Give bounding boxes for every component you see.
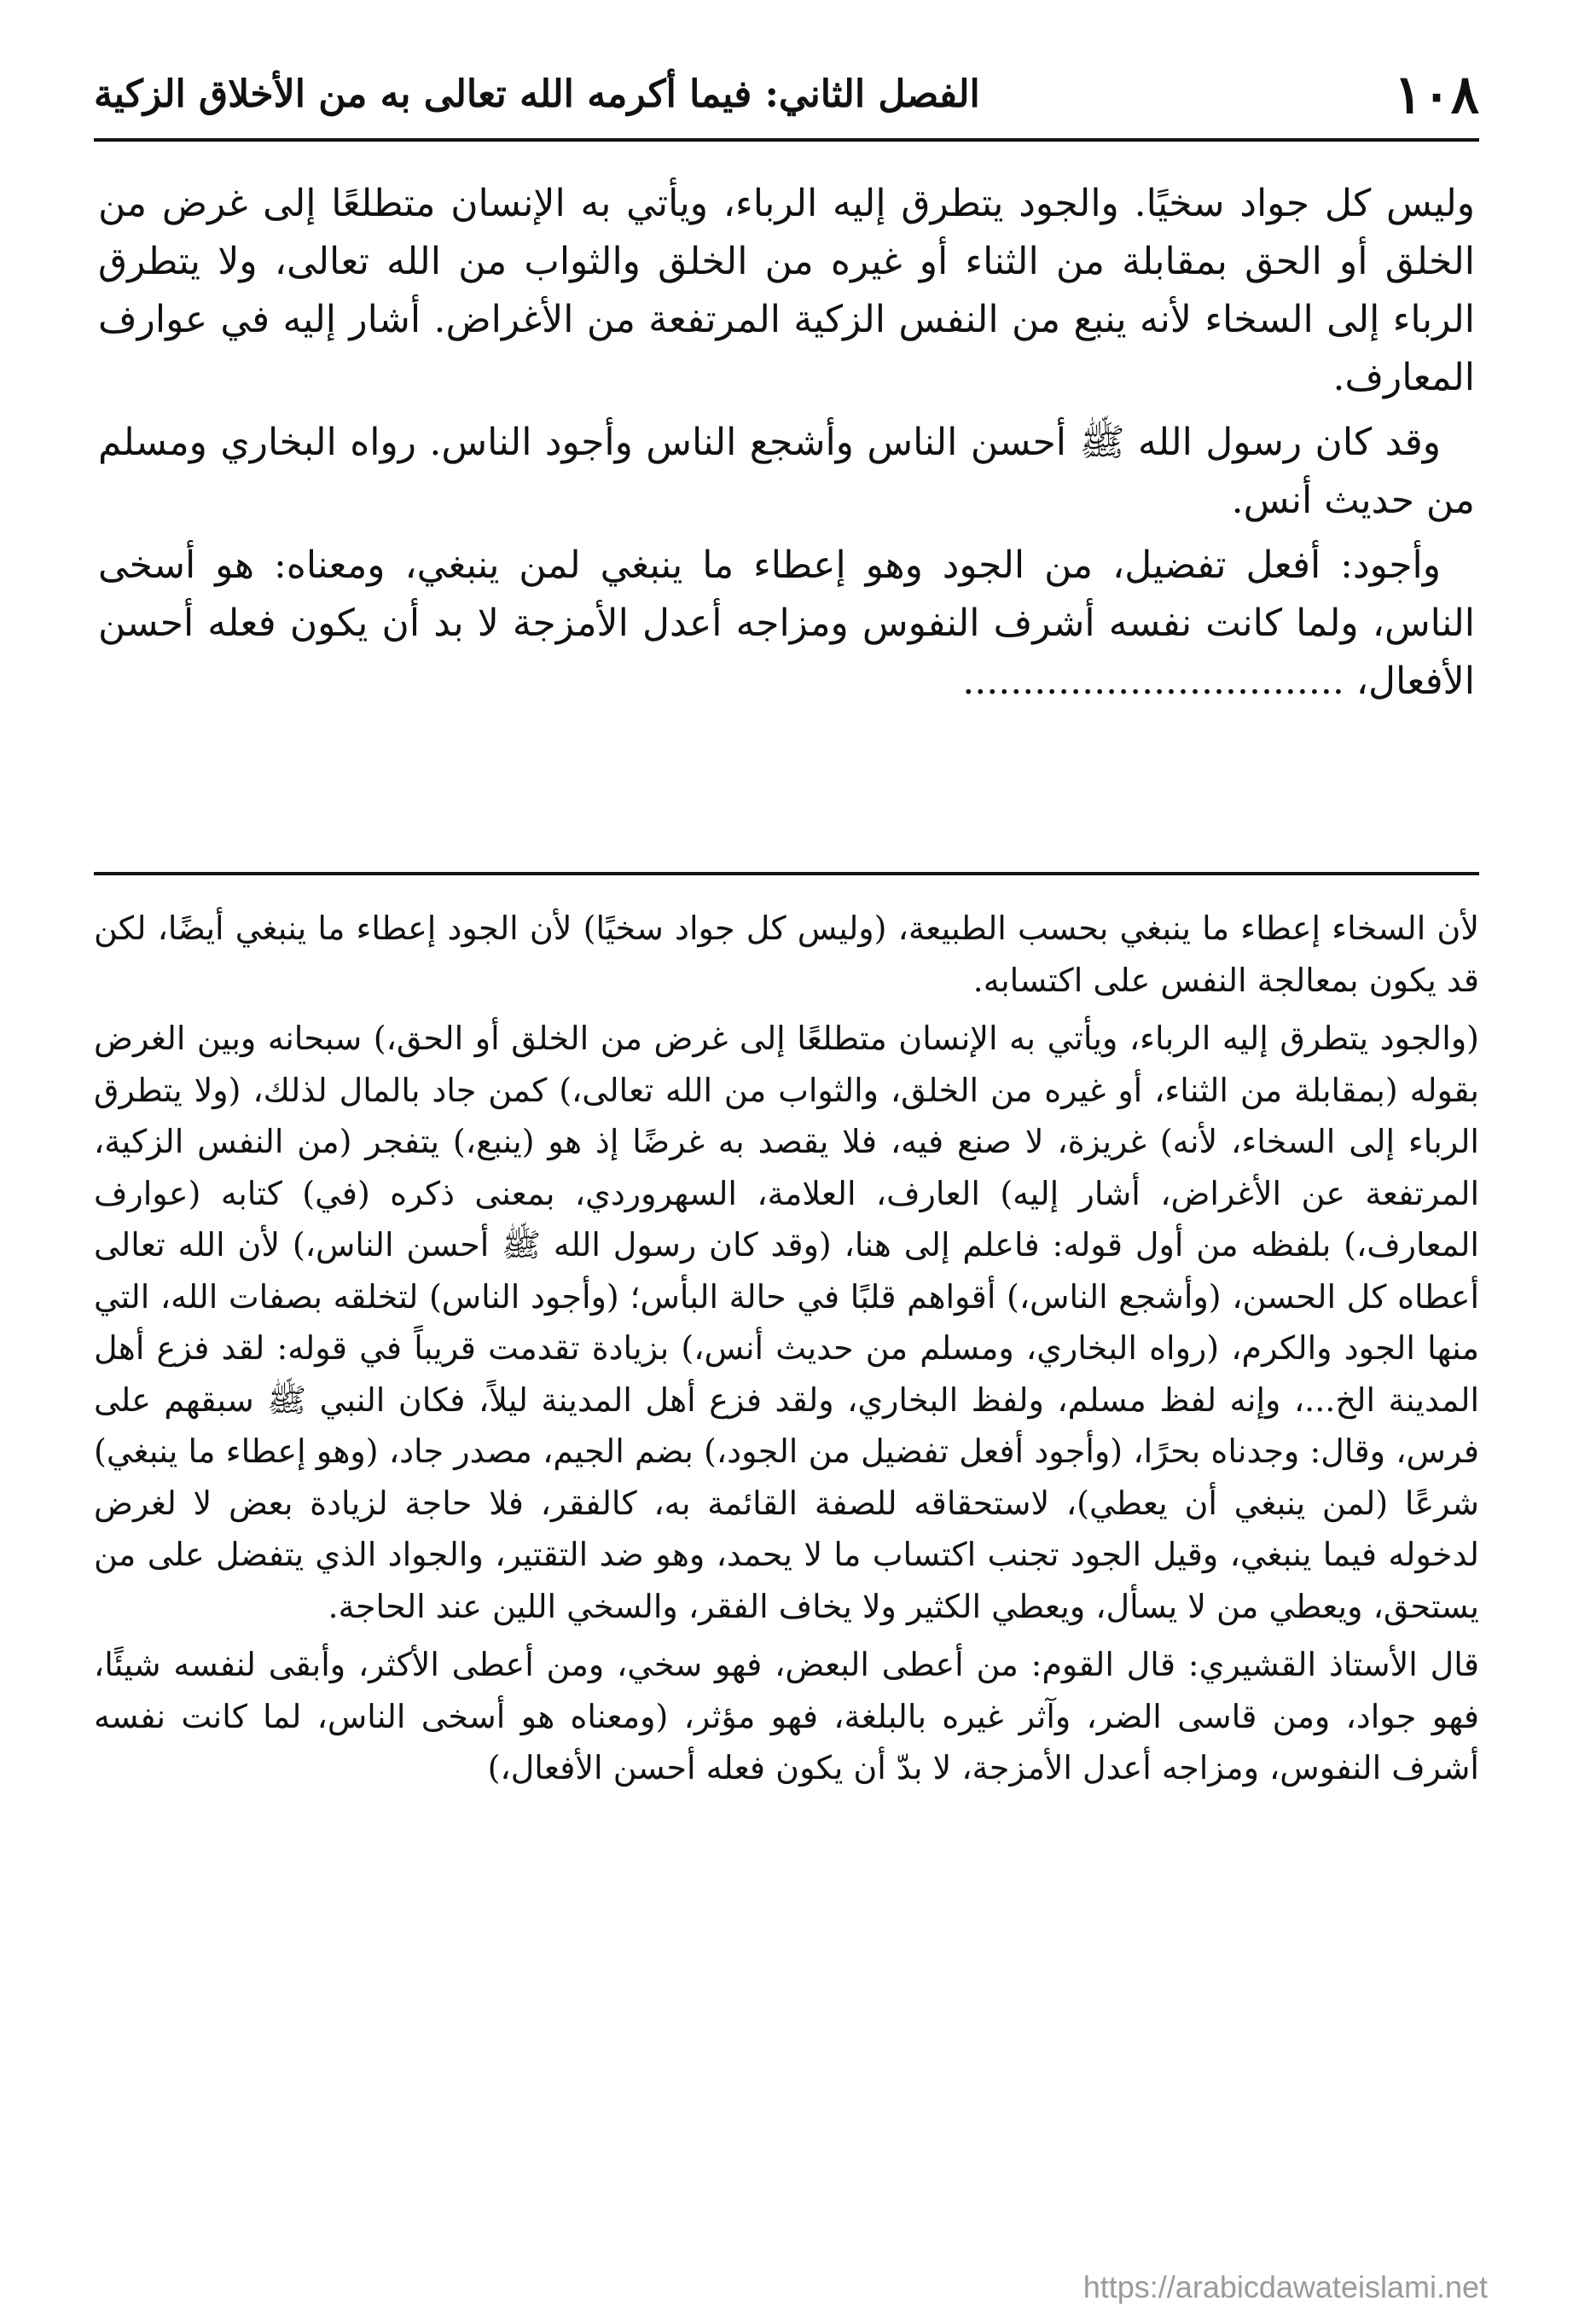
main-paragraph-2: وقد كان رسول الله ﷺ أحسن الناس وأشجع الناس وأجود الناس. رواه البخاري ومسلم من حديث أنس. <box>98 421 1475 522</box>
commentary-separator <box>94 872 1479 875</box>
main-paragraph-3-text: وأجود: أفعل تفضيل، من الجود وهو إعطاء ما ينبغي لمن ينبغي، ومعناه: هو أسخى الناس، ولما كانت نفسه أشرف النفوس ومزاجه أعدل الأمزجة لا بد أن يكون فعله أحسن الأفعال، <box>98 543 1475 703</box>
page-number: ١٠٨ <box>1394 62 1479 125</box>
header-rule <box>94 138 1479 142</box>
main-paragraph-1: وليس كل جواد سخيًا. والجود يتطرق إليه الرباء، ويأتي به الإنسان متطلعًا إلى غرض من الخلق أو الحق بمقابلة من الثناء أو غيره من الخلق والثواب من الله تعالى، ولا يتطرق الرباء إلى السخاء لأنه ينبع من النفس الزكية المرتفعة من الأغراض. أشار إليه في عوارف المعارف. <box>98 182 1476 399</box>
commentary-paragraph-3: قال الأستاذ القشيري: قال القوم: من أعطى البعض، فهو سخي، ومن أعطى الأكثر، وأبقى لنفسه شيئًا، فهو جواد، ومن قاسى الضر، وآثر غيره بالبلغة، فهو مؤثر، (ومعناه هو أسخى الناس، لما كانت نفسه أشرف النفوس، ومزاجه أعدل الأمزجة، لا بدّ أن يكون فعله أحسن الأفعال،) <box>94 1646 1479 1787</box>
commentary-text <box>94 903 1479 1794</box>
continuation-dots: ................................ <box>962 659 1344 703</box>
main-text <box>98 175 1475 718</box>
commentary-paragraph-1: لأن السخاء إعطاء ما ينبغي بحسب الطبيعة، (وليس كل جواد سخيًا) لأن الجود إعطاء ما ينبغي أيضًا، لكن قد يكون بمعالجة النفس على اكتسابه. <box>94 909 1479 999</box>
commentary-paragraph-2: (والجود يتطرق إليه الرباء، ويأتي به الإنسان متطلعًا إلى غرض من الخلق أو الحق،) سبحانه وبين الغرض بقوله (بمقابلة من الثناء، أو غيره من الخلق، والثواب من الله تعالى،) كمن جاد بالمال لذلك، (ولا يتطرق الرباء إلى السخاء، لأنه) غريزة، لا صنع فيه، فلا يقصد به غرضًا إذ هو (ينبع،) يتفجر (من النفس الزكية، المرتفعة عن الأغراض، أشار إليه) العارف، العلامة، السهروردي، بمعنى ذكره (في) كتابه (عوارف المعارف،) بلفظه من أول قوله: فاعلم إلى هنا، (وقد كان رسول الله ﷺ أحسن الناس،) لأن الله تعالى أعطاه كل الحسن، (وأشجع الناس،) أقواهم قلبًا في حالة البأس؛ (وأجود الناس) لتخلقه بصفات الله، التي منها الجود والكرم، (رواه البخاري، ومسلم من حديث أنس،) بزيادة تقدمت قريباً في قوله: لقد فزع أهل المدينة الخ...، وإنه لفظ مسلم، ولفظ البخاري، ولقد فزع أهل المدينة ليلاً، فكان النبي ﷺ سبقهم على فرس، وقال: وجدناه بحرًا، (وأجود أفعل تفضيل من الجود،) بضم الجيم، مصدر جاد، (وهو إعطاء ما ينبغي) شرعًا (لمن ينبغي أن يعطي)، لاستحقاقه للصفة القائمة به، كالفقر، فلا حاجة لزيادة بعض لا لغرض لدخوله فيما ينبغي، وقيل الجود تجنب اكتساب ما لا يحمد، وهو ضد التقتير، والجواد الذي يتفضل على من يستحق، ويعطي من لا يسأل، ويعطي الكثير ولا يخاف الفقر، والسخي اللين عند الحاجة. <box>94 1020 1479 1625</box>
page-header <box>94 60 1479 128</box>
running-title: الفصل الثاني: فيما أكرمه الله تعالى به من الأخلاق الزكية <box>94 72 980 116</box>
watermark-url: https://arabicdawateislami.net <box>1083 2269 1488 2304</box>
main-paragraph-3 <box>98 537 1475 711</box>
